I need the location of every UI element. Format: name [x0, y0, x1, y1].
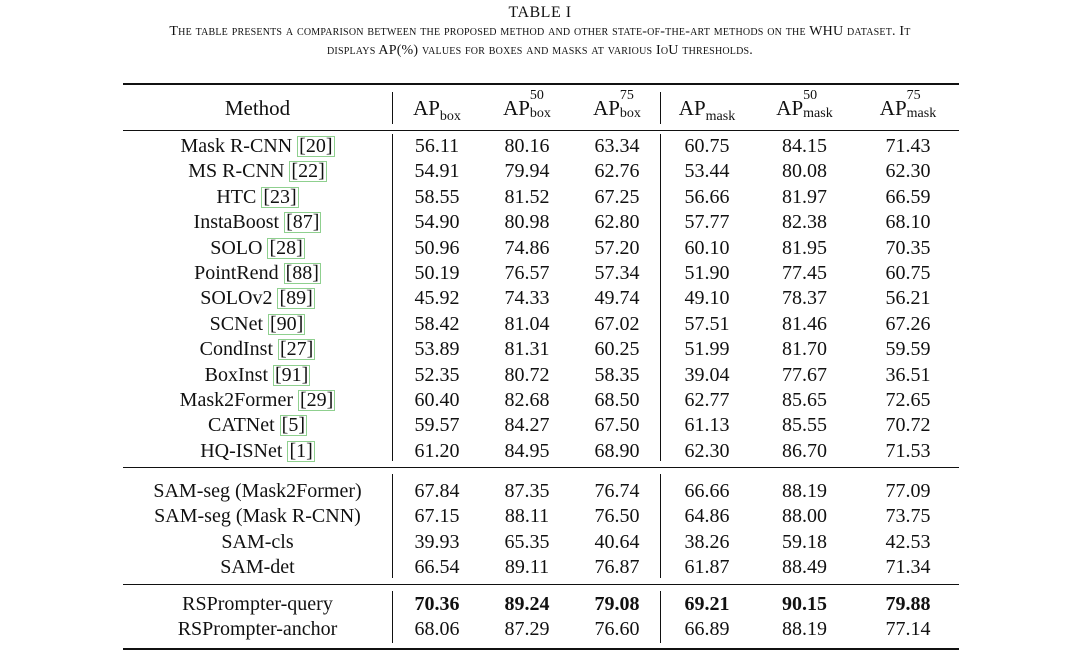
- method-name: [123, 159, 392, 184]
- value-cell: 67.26: [885, 312, 931, 335]
- value-cell: 78.37: [782, 287, 827, 310]
- citation-link[interactable]: [29]: [300, 389, 334, 411]
- value-cell: 66.59: [885, 185, 931, 208]
- method-name: [123, 504, 392, 529]
- value-cell: 57.51: [684, 312, 730, 335]
- value-cell: 76.57: [504, 262, 550, 284]
- method-label: Mask R-CNN: [180, 135, 293, 157]
- value-cell: 54.90: [414, 211, 460, 234]
- method-label: RSPrompter-query: [182, 593, 333, 615]
- value-cell: 53.44: [684, 160, 730, 183]
- value-cell: 63.34: [594, 135, 640, 157]
- value-cell: 69.21: [684, 593, 730, 615]
- table-row: [123, 312, 959, 337]
- value-cell: 74.86: [504, 236, 550, 259]
- method-name: [123, 555, 392, 580]
- value-cell: 49.10: [684, 287, 730, 310]
- citation-link[interactable]: [91]: [275, 363, 309, 386]
- method-label: Mask2Former: [179, 389, 293, 411]
- value-cell: 81.52: [504, 185, 550, 208]
- value-cell: 72.65: [885, 389, 931, 411]
- value-cell: 60.75: [885, 262, 931, 284]
- value-cell: 81.97: [782, 185, 827, 208]
- value-cell: 59.18: [782, 530, 827, 553]
- method-name: [123, 388, 392, 413]
- group-rule-2: [123, 584, 959, 585]
- method-name: [123, 312, 392, 337]
- value-cell: 76.60: [594, 618, 640, 641]
- value-cell: 76.50: [594, 505, 640, 528]
- table-row: [123, 439, 959, 464]
- caption-line-2: displays AP(%) values for boxes and masks at various IoU thresholds.: [327, 43, 753, 58]
- header-row: [123, 88, 959, 128]
- table-row: [123, 555, 959, 580]
- table-row: [123, 479, 959, 504]
- value-cell: 62.30: [684, 439, 730, 462]
- table-row: [123, 413, 959, 438]
- value-cell: 81.04: [504, 312, 550, 335]
- value-cell: 58.35: [594, 363, 640, 386]
- value-cell: 82.68: [504, 389, 550, 411]
- value-cell: 59.57: [414, 414, 460, 437]
- value-cell: 58.55: [414, 185, 460, 208]
- value-cell: 80.08: [782, 160, 827, 183]
- method-divider-header: [392, 92, 393, 124]
- citation-link[interactable]: [87]: [286, 211, 320, 234]
- value-cell: 66.89: [684, 618, 730, 641]
- value-cell: 80.72: [504, 363, 550, 386]
- value-cell: 56.66: [684, 185, 730, 208]
- value-cell: 52.35: [414, 363, 460, 386]
- value-cell: 74.33: [504, 287, 550, 310]
- value-cell: 62.80: [594, 211, 640, 234]
- method-name: [123, 530, 392, 555]
- table-row: [123, 592, 959, 617]
- value-cell: 71.53: [885, 439, 931, 462]
- value-cell: 84.27: [504, 414, 550, 437]
- box-mask-divider-header: [660, 92, 661, 124]
- value-cell: 61.87: [684, 556, 730, 579]
- value-cell: 87.35: [504, 480, 550, 502]
- value-cell: 62.76: [594, 160, 640, 183]
- method-name: [123, 617, 392, 642]
- value-cell: 57.20: [594, 236, 640, 259]
- value-cell: 77.45: [782, 262, 827, 284]
- value-cell: 56.21: [885, 287, 931, 310]
- method-label: HQ-ISNet: [200, 439, 283, 462]
- value-cell: 79.94: [504, 160, 550, 183]
- value-cell: 88.19: [782, 480, 827, 502]
- method-label: SAM-det: [220, 556, 295, 579]
- value-cell: 70.72: [885, 414, 931, 437]
- table-label: TABLE I: [508, 4, 572, 21]
- method-name: [123, 413, 392, 438]
- value-cell: 42.53: [885, 530, 931, 553]
- value-cell: 49.74: [594, 287, 640, 310]
- value-cell: 86.70: [782, 439, 827, 462]
- method-name: [123, 134, 392, 159]
- value-cell: 84.15: [782, 135, 827, 157]
- bottom-rule: [123, 648, 959, 650]
- value-cell: 90.15: [782, 593, 827, 615]
- caption-line-1: The table presents a comparison between the proposed method and other state-of-the-art methods on the WHU dataset. It: [169, 24, 911, 39]
- value-cell: 54.91: [414, 160, 460, 183]
- table-row: [123, 504, 959, 529]
- header-ap-box-50: AP 50 box: [503, 88, 551, 121]
- method-label: PointRend: [194, 262, 279, 284]
- value-cell: 38.26: [684, 530, 730, 553]
- value-cell: 61.20: [414, 439, 460, 462]
- method-label: CondInst: [199, 338, 273, 361]
- method-label: SAM-seg (Mask R-CNN): [154, 505, 361, 528]
- value-cell: 67.84: [414, 480, 460, 502]
- value-cell: 76.87: [594, 556, 640, 579]
- value-cell: 56.11: [414, 135, 460, 157]
- value-cell: 68.50: [594, 389, 640, 411]
- value-cell: 36.51: [885, 363, 931, 386]
- value-cell: 39.93: [414, 530, 460, 553]
- value-cell: 82.38: [782, 211, 827, 234]
- method-name: [123, 439, 392, 464]
- value-cell: 71.34: [885, 556, 931, 579]
- method-name: [123, 479, 392, 504]
- table-row: [123, 286, 959, 311]
- header-ap-box: $AP_{box}$: [413, 96, 461, 124]
- header-ap-box-75: AP 75 box: [593, 88, 641, 121]
- value-cell: 51.99: [684, 338, 730, 361]
- table-row: [123, 185, 959, 210]
- method-name: [123, 286, 392, 311]
- value-cell: 40.64: [594, 530, 640, 553]
- method-name: [123, 337, 392, 362]
- value-cell: 67.25: [594, 185, 640, 208]
- value-cell: 66.54: [414, 556, 460, 579]
- table-row: [123, 236, 959, 261]
- value-cell: 84.95: [504, 439, 550, 462]
- value-cell: 77.14: [885, 618, 931, 641]
- value-cell: 57.77: [684, 211, 730, 234]
- value-cell: 67.02: [594, 312, 640, 335]
- method-name: [123, 363, 392, 388]
- value-cell: 65.35: [504, 530, 550, 553]
- value-cell: 60.25: [594, 338, 640, 361]
- table-row: [123, 134, 959, 159]
- citation-link[interactable]: [90]: [270, 312, 304, 335]
- value-cell: 71.43: [885, 135, 931, 157]
- method-label: SOLO: [210, 236, 263, 259]
- value-cell: 89.11: [504, 556, 550, 579]
- value-cell: 70.36: [414, 593, 460, 615]
- header-method: Method: [224, 96, 291, 120]
- value-cell: 50.96: [414, 236, 460, 259]
- value-cell: 81.95: [782, 236, 827, 259]
- value-cell: 59.59: [885, 338, 931, 361]
- value-cell: 53.89: [414, 338, 460, 361]
- value-cell: 88.00: [782, 505, 827, 528]
- value-cell: 81.70: [782, 338, 827, 361]
- value-cell: 60.75: [684, 135, 730, 157]
- table-row: [123, 530, 959, 555]
- value-cell: 62.30: [885, 160, 931, 183]
- value-cell: 67.15: [414, 505, 460, 528]
- value-cell: 58.42: [414, 312, 460, 335]
- value-cell: 64.86: [684, 505, 730, 528]
- method-label: RSPrompter-anchor: [177, 618, 338, 641]
- value-cell: 61.13: [684, 414, 730, 437]
- table-row: [123, 261, 959, 286]
- value-cell: 67.50: [594, 414, 640, 437]
- header-ap-mask-50: AP 50 mask: [776, 88, 833, 121]
- citation-link[interactable]: [27]: [280, 338, 314, 361]
- value-cell: 68.06: [414, 618, 460, 641]
- table-row: [123, 159, 959, 184]
- table-row: [123, 210, 959, 235]
- value-cell: 66.66: [684, 480, 730, 502]
- value-cell: 60.40: [414, 389, 460, 411]
- value-cell: 80.16: [504, 135, 550, 157]
- value-cell: 88.19: [782, 618, 827, 641]
- citation-link[interactable]: [1]: [289, 439, 313, 462]
- method-name: [123, 592, 392, 617]
- table-row: [123, 388, 959, 413]
- method-label: InstaBoost: [193, 211, 280, 234]
- citation-link[interactable]: [88]: [285, 262, 319, 284]
- value-cell: 45.92: [414, 287, 460, 310]
- value-cell: 62.77: [684, 389, 730, 411]
- citation-link[interactable]: [22]: [291, 160, 325, 183]
- table-row: [123, 617, 959, 642]
- method-label: MS R-CNN: [188, 160, 285, 183]
- method-name: [123, 210, 392, 235]
- method-label: SAM-cls: [221, 530, 294, 553]
- value-cell: 85.65: [782, 389, 827, 411]
- citation-link[interactable]: [20]: [299, 135, 333, 157]
- value-cell: 51.90: [684, 262, 730, 284]
- method-label: SAM-seg (Mask2Former): [153, 480, 362, 502]
- table-caption: [0, 22, 1080, 60]
- method-label: BoxInst: [204, 363, 268, 386]
- header-rule: [123, 130, 959, 131]
- value-cell: 77.09: [885, 480, 931, 502]
- value-cell: 81.46: [782, 312, 827, 335]
- group-rule-1: [123, 467, 959, 468]
- table-row: [123, 363, 959, 388]
- value-cell: 81.31: [504, 338, 550, 361]
- value-cell: 39.04: [684, 363, 730, 386]
- method-name: [123, 185, 392, 210]
- value-cell: 50.19: [414, 262, 460, 284]
- value-cell: 88.49: [782, 556, 827, 579]
- citation-link[interactable]: [23]: [263, 185, 297, 208]
- table-row: [123, 337, 959, 362]
- value-cell: 89.24: [504, 593, 550, 615]
- value-cell: 80.98: [504, 211, 550, 234]
- top-rule: [123, 83, 959, 85]
- method-label: CATNet: [208, 414, 275, 437]
- value-cell: 60.10: [684, 236, 730, 259]
- method-name: [123, 236, 392, 261]
- value-cell: 79.08: [594, 593, 640, 615]
- value-cell: 88.11: [504, 505, 550, 528]
- citation-link[interactable]: [89]: [279, 287, 313, 310]
- value-cell: 87.29: [504, 618, 550, 641]
- method-name: [123, 261, 392, 286]
- value-cell: 70.35: [885, 236, 931, 259]
- method-label: HTC: [216, 185, 257, 208]
- value-cell: 73.75: [885, 505, 931, 528]
- header-ap-mask: $AP_{mask}$: [678, 96, 736, 124]
- value-cell: 77.67: [782, 363, 827, 386]
- value-cell: 76.74: [594, 480, 640, 502]
- value-cell: 57.34: [594, 262, 640, 284]
- value-cell: 85.55: [782, 414, 827, 437]
- header-ap-mask-75: AP 75 mask: [879, 88, 937, 121]
- method-label: SOLOv2: [200, 287, 273, 310]
- citation-link[interactable]: [28]: [269, 236, 303, 259]
- value-cell: 68.90: [594, 439, 640, 462]
- value-cell: 79.88: [885, 593, 931, 615]
- value-cell: 68.10: [885, 211, 931, 234]
- method-label: SCNet: [209, 312, 263, 335]
- citation-link[interactable]: [5]: [281, 414, 305, 437]
